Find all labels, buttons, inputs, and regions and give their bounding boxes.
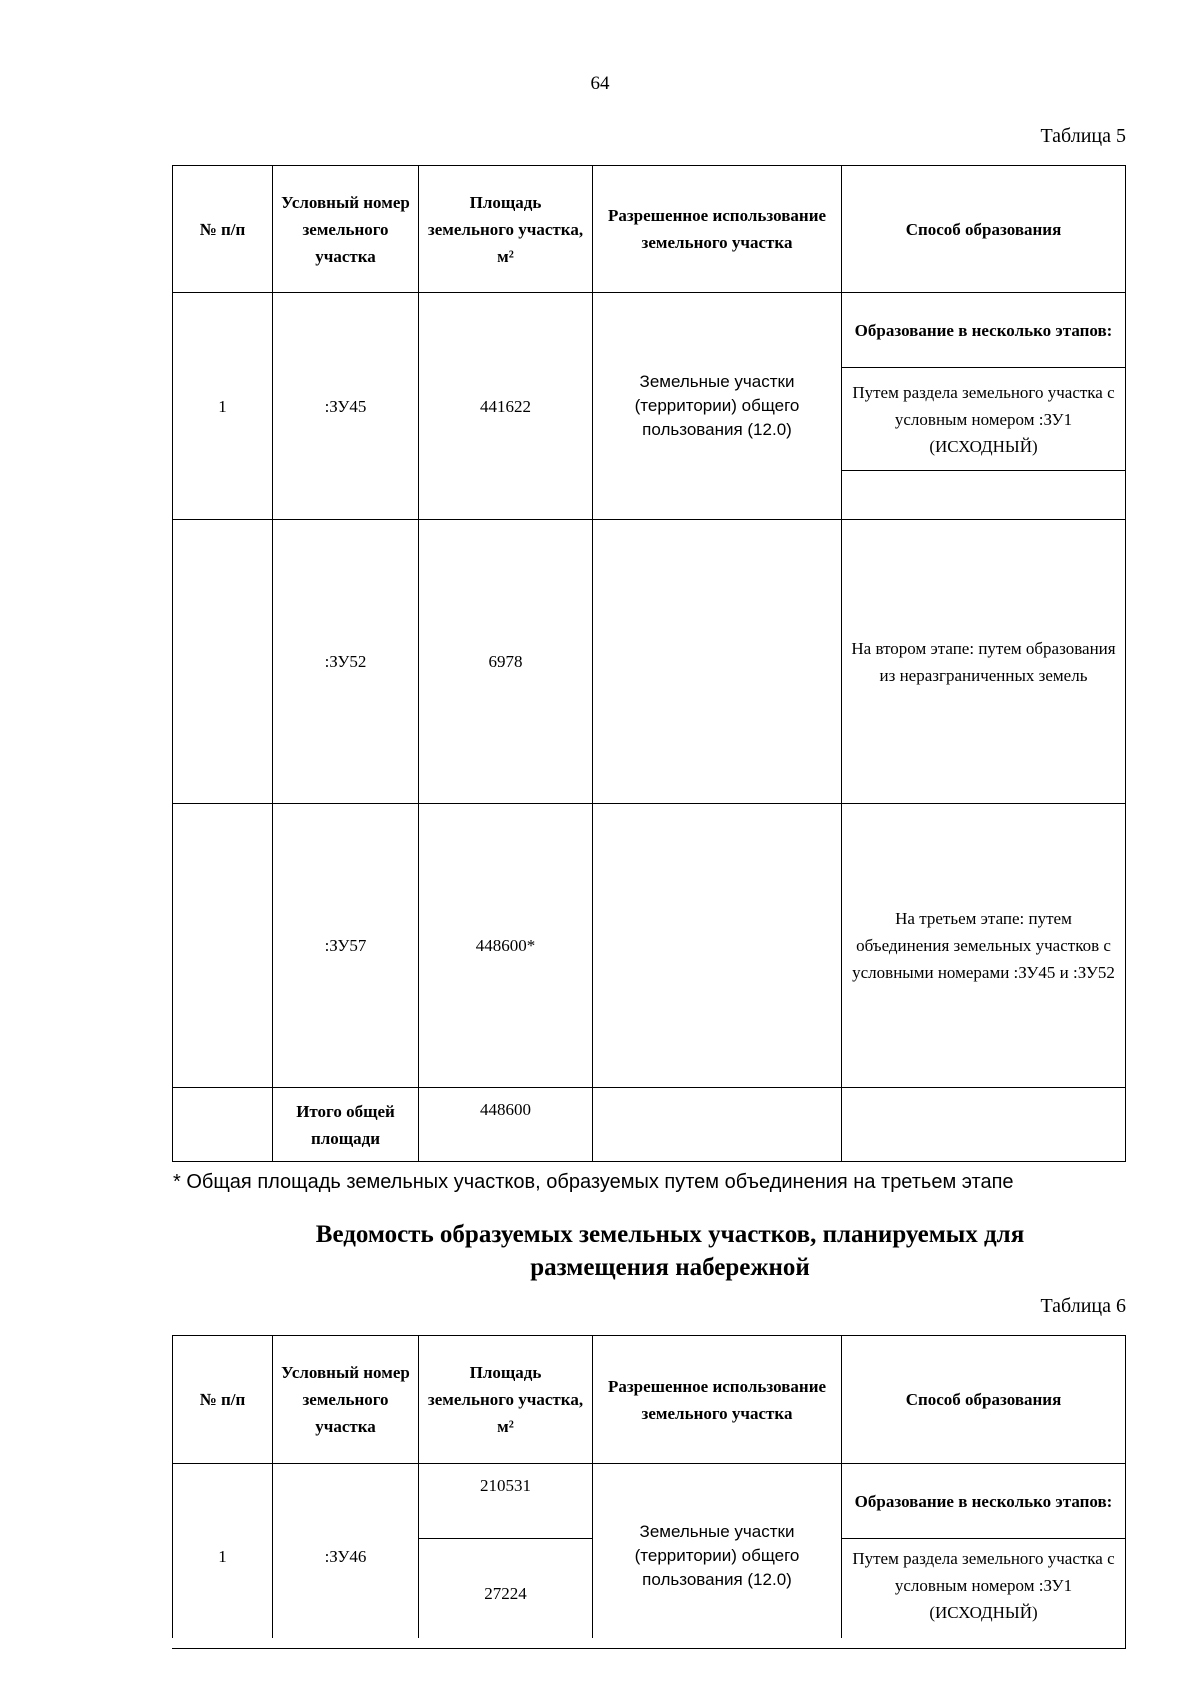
row3-num xyxy=(173,804,273,1088)
table-row xyxy=(173,293,1126,368)
header-num: № п/п xyxy=(173,166,273,293)
row3-cond-number: :ЗУ57 xyxy=(273,804,419,1088)
row1-num: 1 xyxy=(173,293,273,520)
header-cond-number: Условный номер земельного участка xyxy=(273,166,419,293)
row2-area: 6978 xyxy=(419,520,593,804)
row3-permitted-use xyxy=(593,804,842,1088)
header-area: Площадь земельного участка, м² xyxy=(419,1336,593,1464)
table-5 xyxy=(172,165,1126,1162)
row2-permitted-use xyxy=(593,520,842,804)
table-6 xyxy=(172,1335,1126,1649)
row1-permitted-use: Земельные участки (территории) общего пользования (12.0) xyxy=(593,293,842,520)
header-area: Площадь земельного участка, м² xyxy=(419,166,593,293)
t6-row1-method-title: Образование в несколько этапов: xyxy=(842,1464,1126,1539)
row1-area: 441622 xyxy=(419,293,593,520)
table-row xyxy=(173,1464,1126,1539)
row2-cond-number: :ЗУ52 xyxy=(273,520,419,804)
footnote: * Общая площадь земельных участков, образуемых путем объединения на третьем этапе xyxy=(173,1171,1014,1193)
header-method: Способ образования xyxy=(842,1336,1126,1464)
header-num: № п/п xyxy=(173,1336,273,1464)
row3-area: 448600* xyxy=(419,804,593,1088)
header-cond-number: Условный номер земельного участка xyxy=(273,1336,419,1464)
table-row xyxy=(173,804,1126,1088)
row1-method-text: Путем раздела земельного участка с условным номером :ЗУ1 (ИСХОДНЫЙ) xyxy=(842,368,1126,471)
page-number: 64 xyxy=(590,73,610,94)
t6-row1-num: 1 xyxy=(173,1464,273,1649)
t6-row1-cond-number: :ЗУ46 xyxy=(273,1464,419,1649)
total-method xyxy=(842,1088,1126,1162)
table-6-label: Таблица 6 xyxy=(1040,1295,1126,1317)
t6-row1-area-a: 210531 xyxy=(419,1464,593,1539)
table-5-header-row xyxy=(173,166,1126,293)
total-num xyxy=(173,1088,273,1162)
row1-cond-number: :ЗУ45 xyxy=(273,293,419,520)
total-area: 448600 xyxy=(419,1088,593,1162)
row2-num xyxy=(173,520,273,804)
page-bottom-cut xyxy=(170,1638,1125,1648)
table-5-label: Таблица 5 xyxy=(1040,125,1126,147)
table-row xyxy=(173,520,1126,804)
header-permitted-use: Разрешенное использование земельного участка xyxy=(593,1336,842,1464)
table-total-row xyxy=(173,1088,1126,1162)
t6-row1-area-b: 27224 xyxy=(419,1539,593,1649)
row1-method-title: Образование в несколько этапов: xyxy=(842,293,1126,368)
header-method: Способ образования xyxy=(842,166,1126,293)
table-6-header-row xyxy=(173,1336,1126,1464)
row2-method: На втором этапе: путем образования из неразграниченных земель xyxy=(842,520,1126,804)
t6-row1-method-text: Путем раздела земельного участка с условным номером :ЗУ1 (ИСХОДНЫЙ) xyxy=(842,1539,1126,1649)
section-heading: Ведомость образуемых земельных участков, планируемых для размещения набережной xyxy=(315,1221,1025,1281)
header-permitted-use: Разрешенное использование земельного участка xyxy=(593,166,842,293)
total-label: Итого общей площади xyxy=(273,1088,419,1162)
t6-row1-permitted-use: Земельные участки (территории) общего пользования (12.0) xyxy=(593,1464,842,1649)
total-permitted-use xyxy=(593,1088,842,1162)
row3-method: На третьем этапе: путем объединения земельных участков с условными номерами :ЗУ45 и :ЗУ52 xyxy=(842,804,1126,1088)
row1-method-empty xyxy=(842,471,1126,520)
